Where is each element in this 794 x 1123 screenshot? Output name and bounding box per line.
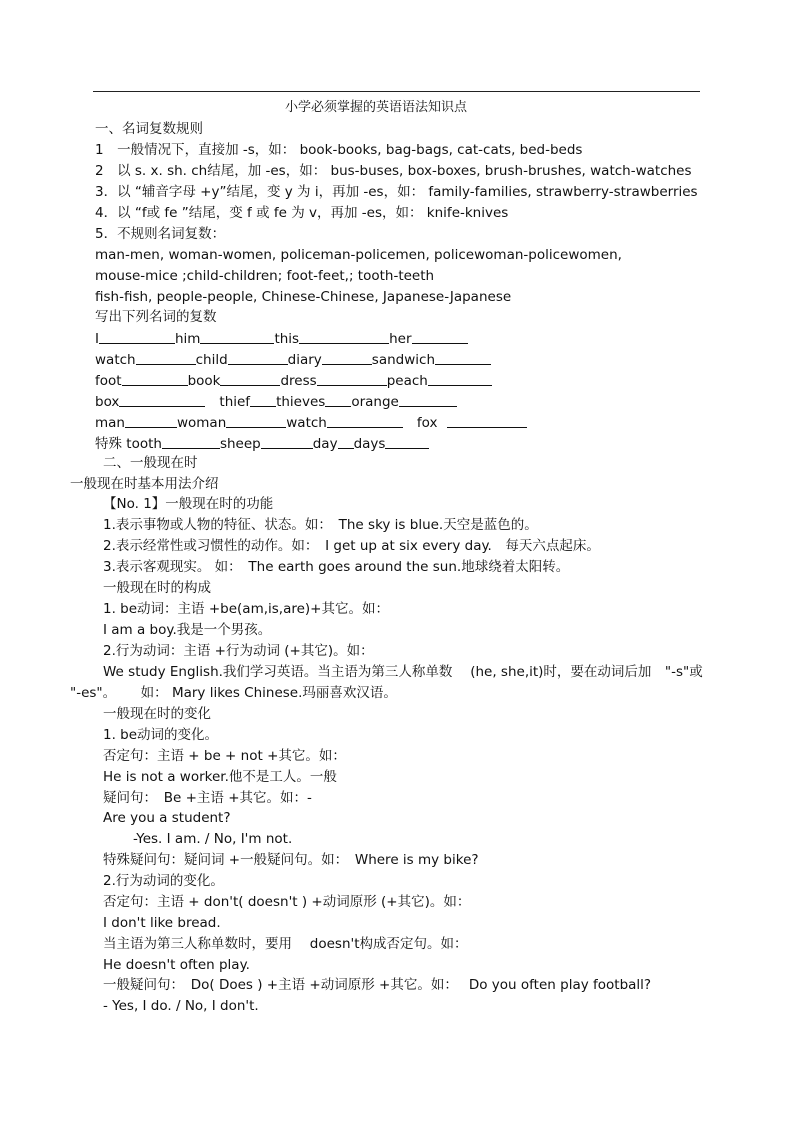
answer-blank[interactable] <box>226 415 286 428</box>
change-be-special-question: 特殊疑问句：疑问词 +一般疑问句。如： Where is my bike? <box>103 852 479 868</box>
answer-blank[interactable] <box>250 394 276 407</box>
header-rule <box>93 91 700 92</box>
irregular-examples-2: mouse-mice ;child-children; foot-feet,; tooth-teeth <box>95 268 435 284</box>
exercise-word: diary <box>287 352 322 368</box>
exercise-word: man <box>95 415 125 431</box>
answer-blank[interactable] <box>385 436 429 449</box>
answer-blank[interactable] <box>119 394 205 407</box>
exercise-word: fox <box>416 415 438 431</box>
exercise-word: orange <box>351 394 399 410</box>
rule-4: 4．以 “f或 fe ”结尾，变 f 或 fe 为 v，再加 -es，如： knife-knives <box>95 205 509 221</box>
form-be: 1. be动词：主语 +be(am,is,are)+其它。如： <box>103 601 389 617</box>
change-verb: 2.行为动词的变化。 <box>103 873 224 889</box>
answer-blank[interactable] <box>228 352 288 365</box>
change-verb-negative-example: I don't like bread. <box>103 915 221 931</box>
answer-blank[interactable] <box>220 373 280 386</box>
irregular-examples-3: fish-fish, people-people, Chinese-Chinese, Japanese-Japanese <box>95 289 512 305</box>
exercise-word: sheep <box>219 436 261 452</box>
answer-blank[interactable] <box>299 331 389 344</box>
exercise-word: box <box>95 394 120 410</box>
function-1: 1.表示事物或人物的特征、状态。如： The sky is blue.天空是蓝色的。 <box>103 517 538 533</box>
answer-blank[interactable] <box>338 436 354 449</box>
change-be-question: 疑问句： Be +主语 +其它。如：- <box>103 790 312 806</box>
exercise-row-3 <box>95 373 492 390</box>
change-be-negative-example: He is not a worker.他不是工人。一般 <box>103 769 337 785</box>
exercise-title: 写出下列名词的复数 <box>95 309 217 325</box>
answer-blank[interactable] <box>200 331 274 344</box>
form-be-example: I am a boy.我是一个男孩。 <box>103 622 272 638</box>
answer-blank[interactable] <box>261 436 313 449</box>
form-title: 一般现在时的构成 <box>103 580 211 596</box>
exercise-word: sandwich <box>371 352 435 368</box>
answer-blank[interactable] <box>325 394 351 407</box>
answer-blank[interactable] <box>125 415 177 428</box>
exercise-word: peach <box>386 373 428 389</box>
change-verb-third-person: 当主语为第三人称单数时，要用 doesn't构成否定句。如： <box>103 936 468 952</box>
answer-blank[interactable] <box>447 415 527 428</box>
answer-blank[interactable] <box>317 373 387 386</box>
exercise-row-5 <box>95 415 527 432</box>
function-2: 2.表示经常性或习惯性的动作。如： I get up at six every day. 每天六点起床。 <box>103 538 600 554</box>
exercise-row-6 <box>95 436 429 453</box>
answer-blank[interactable] <box>322 352 372 365</box>
exercise-word: days <box>353 436 386 452</box>
answer-blank[interactable] <box>99 331 175 344</box>
change-title: 一般现在时的变化 <box>103 706 211 722</box>
exercise-word: dress <box>280 373 317 389</box>
form-verb: 2.行为动词：主语 +行为动词 (+其它)。如： <box>103 643 374 659</box>
rule-3: 3．以 “辅音字母 +y”结尾，变 y 为 i，再加 -es，如： family-families, strawberry-strawberries <box>95 184 698 200</box>
exercise-word: thief <box>219 394 251 410</box>
exercise-row-1 <box>95 331 468 348</box>
exercise-word: woman <box>176 415 227 431</box>
answer-blank[interactable] <box>428 373 492 386</box>
exercise-word: him <box>174 331 201 347</box>
exercise-word: watch <box>95 352 136 368</box>
change-verb-question: 一般疑问句： Do( Does ) +主语 +动词原形 +其它。如： Do you often play football? <box>103 977 652 993</box>
answer-blank[interactable] <box>122 373 188 386</box>
exercise-word: foot <box>95 373 122 389</box>
change-be-negative: 否定句：主语 + be + not +其它。如： <box>103 748 346 764</box>
page-title: 小学必须掌握的英语语法知识点 <box>285 100 468 115</box>
irregular-examples-1: man-men, woman-women, policeman-policemen, policewoman-policewomen, <box>95 247 622 263</box>
answer-blank[interactable] <box>435 352 491 365</box>
exercise-word: book <box>187 373 221 389</box>
form-verb-example-cont: "-es"。 如： Mary likes Chinese.玛丽喜欢汉语。 <box>70 685 397 701</box>
exercise-row-2 <box>95 352 491 369</box>
exercise-word: her <box>389 331 412 347</box>
answer-blank[interactable] <box>136 352 196 365</box>
change-verb-negative: 否定句：主语 + don't( doesn't ) +动词原形 (+其它)。如： <box>103 894 471 910</box>
answer-blank[interactable] <box>399 394 457 407</box>
answer-blank[interactable] <box>327 415 403 428</box>
exercise-word: thieves <box>276 394 326 410</box>
exercise-word: day <box>312 436 338 452</box>
section-2-heading: 二、一般现在时 <box>103 455 198 471</box>
change-be-question-example: Are you a student? <box>103 810 231 826</box>
form-verb-example: We study English.我们学习英语。当主语为第三人称单数 (he, she,it)时，要在动词后加 "-s"或 <box>103 664 703 680</box>
change-verb-question-answer: - Yes, I do. / No, I don't. <box>103 998 259 1014</box>
change-be: 1. be动词的变化。 <box>103 727 219 743</box>
section-2-intro: 一般现在时基本用法介绍 <box>70 476 219 492</box>
exercise-word: watch <box>286 415 327 431</box>
exercise-word: 特殊 tooth <box>95 436 162 452</box>
no1-heading: 【No. 1】一般现在时的功能 <box>103 496 274 512</box>
function-3: 3.表示客观现实。 如： The earth goes around the sun.地球绕着太阳转。 <box>103 559 570 575</box>
rule-5: 5．不规则名词复数： <box>95 226 226 242</box>
answer-blank[interactable] <box>162 436 220 449</box>
rule-1: 1 一般情况下，直接加 -s，如： book-books, bag-bags, cat-cats, bed-beds <box>95 142 583 158</box>
exercise-word: I <box>95 331 99 347</box>
change-verb-third-person-example: He doesn't often play. <box>103 957 250 973</box>
section-1-heading: 一、名词复数规则 <box>95 121 203 137</box>
exercise-word: this <box>274 331 300 347</box>
exercise-word: child <box>195 352 228 368</box>
rule-2: 2 以 s. x. sh. ch结尾，加 -es，如： bus-buses, box-boxes, brush-brushes, watch-watches <box>95 163 692 179</box>
change-be-question-answer: -Yes. I am. / No, I'm not. <box>133 831 293 847</box>
answer-blank[interactable] <box>412 331 468 344</box>
exercise-row-4 <box>95 394 457 411</box>
